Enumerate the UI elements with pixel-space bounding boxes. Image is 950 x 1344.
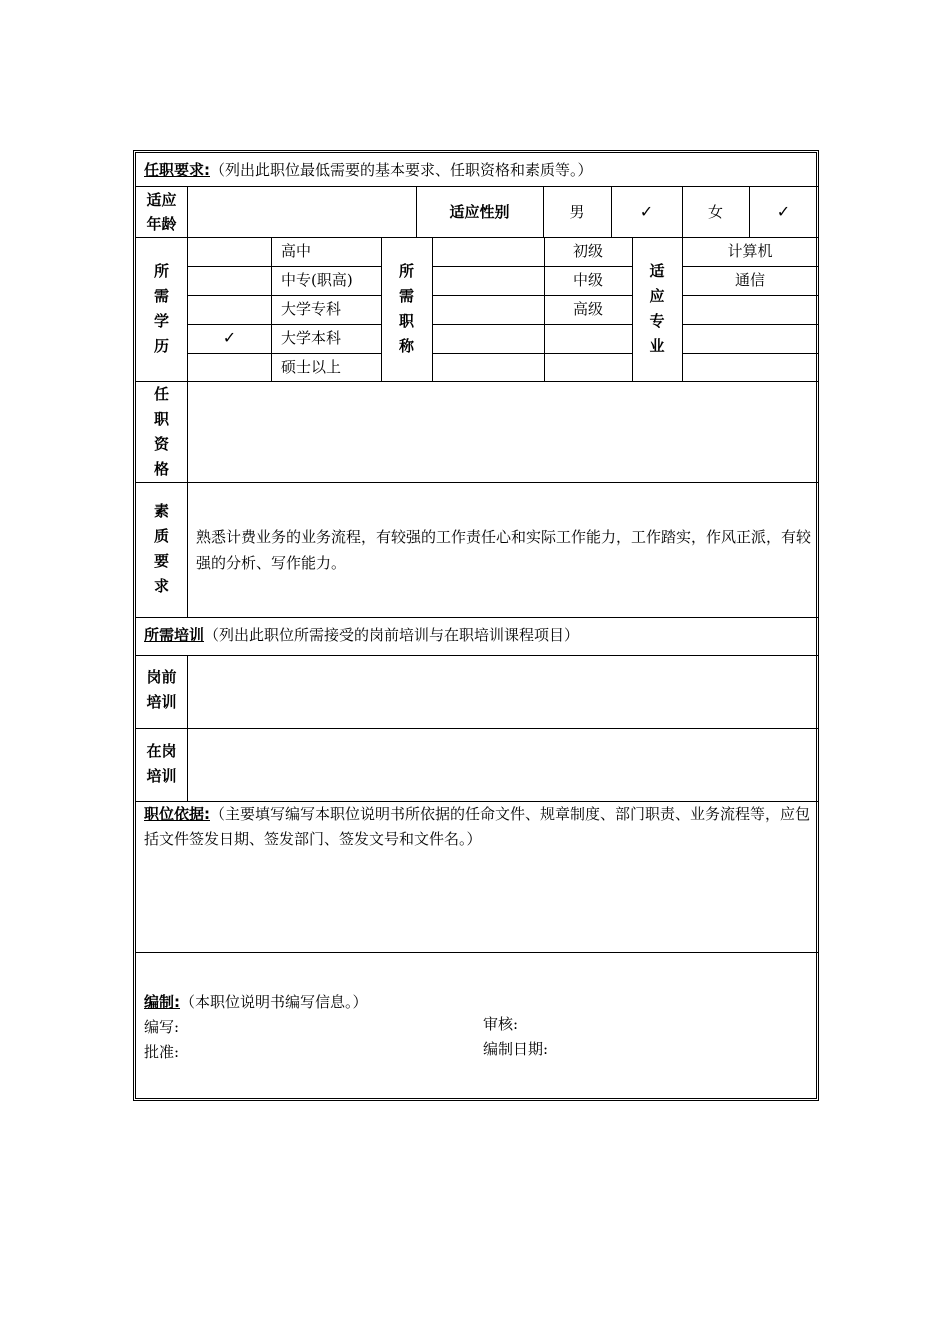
quality-label-char: 素 — [153, 502, 169, 520]
writer-label: 编写: — [144, 1018, 180, 1036]
row-divider — [432, 295, 632, 296]
training-hint: （列出此职位所需接受的岗前培训与在职培训课程项目） — [204, 626, 580, 644]
major-item: 通信 — [734, 271, 765, 289]
quality-label-char: 求 — [153, 577, 169, 595]
quality-label-char: 质 — [153, 527, 169, 545]
basis-hint: （主要填写编写本职位说明书所依据的任命文件、规章制度、部门职责、业务流程等，应包括文件签发日期、签发部门、签发文号和文件名。） — [144, 805, 811, 848]
row-divider — [682, 324, 818, 325]
row-divider — [136, 381, 818, 382]
gender-male-checkbox[interactable]: ✓ — [639, 202, 654, 221]
major-label-char: 适 — [649, 262, 665, 280]
title-rank-label — [381, 259, 432, 359]
major-label — [632, 259, 682, 359]
age-label-line2: 年龄 — [146, 215, 177, 233]
qualification-label — [136, 382, 187, 482]
quality-label-char: 要 — [153, 552, 169, 570]
gender-male: 男 — [569, 203, 585, 221]
education-checkbox[interactable]: ✓ — [222, 328, 237, 347]
title-rank-label-char: 所 — [398, 262, 414, 280]
row-divider — [188, 266, 381, 267]
compile-hint: （本职位说明书编写信息。） — [180, 993, 368, 1011]
reviewer-label: 审核: — [483, 1015, 519, 1033]
col-divider — [187, 186, 188, 617]
row-divider — [136, 186, 818, 187]
on-training-label-line1: 在岗 — [146, 742, 177, 760]
major-label-char: 应 — [649, 287, 665, 305]
title-rank-label-char: 称 — [398, 337, 414, 355]
col-divider — [432, 237, 433, 381]
qualification-label-char: 职 — [153, 410, 169, 428]
education-label-char: 所 — [153, 262, 169, 280]
row-divider — [188, 295, 381, 296]
requirements-header — [144, 160, 593, 180]
gender-female: 女 — [707, 203, 723, 221]
pre-training-label-line1: 岗前 — [146, 668, 177, 686]
training-heading: 所需培训 — [144, 626, 205, 644]
qualification-label-char: 任 — [153, 385, 169, 403]
basis-heading: 职位依据: — [144, 805, 210, 823]
compile-header — [144, 992, 368, 1012]
requirements-heading: 任职要求: — [144, 161, 210, 179]
qualification-label-char: 格 — [153, 460, 169, 478]
row-divider — [136, 237, 818, 238]
row-divider — [682, 353, 818, 354]
education-label-char: 需 — [153, 287, 169, 305]
education-level: 中专(职高) — [281, 271, 353, 289]
compile-date-label: 编制日期: — [483, 1040, 549, 1058]
quality-text: 熟悉计费业务的业务流程，有较强的工作责任心和实际工作能力，工作踏实，作风正派，有较强的分析、写作能力。 — [196, 528, 812, 572]
education-label-char: 学 — [153, 312, 169, 330]
gender-female-checkbox[interactable]: ✓ — [776, 202, 791, 221]
qualification-label-char: 资 — [153, 435, 169, 453]
major-item: 计算机 — [727, 242, 773, 260]
approver-label: 批准: — [144, 1043, 180, 1061]
on-training-label-line2: 培训 — [146, 767, 177, 785]
gender-label: 适应性别 — [449, 203, 510, 221]
quality-label — [136, 499, 187, 599]
education-label — [136, 259, 187, 359]
pre-training-label-line2: 培训 — [146, 693, 177, 711]
row-divider — [682, 266, 818, 267]
age-label-line1: 适应 — [146, 191, 177, 209]
major-label-char: 业 — [649, 337, 665, 355]
title-rank-level: 高级 — [572, 300, 603, 318]
major-label-char: 专 — [649, 312, 665, 330]
row-divider — [188, 324, 381, 325]
form-inner-border — [135, 152, 817, 1099]
row-divider — [136, 655, 818, 656]
compile-heading: 编制: — [144, 993, 180, 1011]
education-level: 大学专科 — [281, 300, 342, 318]
row-divider — [682, 295, 818, 296]
col-divider — [271, 237, 272, 381]
row-divider — [432, 266, 632, 267]
education-level: 高中 — [281, 242, 312, 260]
title-rank-level: 中级 — [572, 271, 603, 289]
row-divider — [136, 617, 818, 618]
row-divider — [432, 324, 632, 325]
education-level: 大学本科 — [281, 329, 342, 347]
row-divider — [136, 482, 818, 483]
col-divider — [187, 655, 188, 801]
row-divider — [432, 353, 632, 354]
education-label-char: 历 — [153, 337, 169, 355]
title-rank-label-char: 需 — [398, 287, 414, 305]
basis-block — [144, 802, 812, 852]
row-divider — [188, 353, 381, 354]
row-divider — [136, 728, 818, 729]
training-header — [144, 625, 579, 645]
education-level: 硕士以上 — [281, 358, 342, 376]
row-divider — [136, 952, 818, 953]
title-rank-level: 初级 — [572, 242, 603, 260]
job-requirements-form — [133, 150, 819, 1101]
requirements-hint: （列出此职位最低需要的基本要求、任职资格和素质等。） — [210, 161, 593, 179]
title-rank-label-char: 职 — [398, 312, 414, 330]
